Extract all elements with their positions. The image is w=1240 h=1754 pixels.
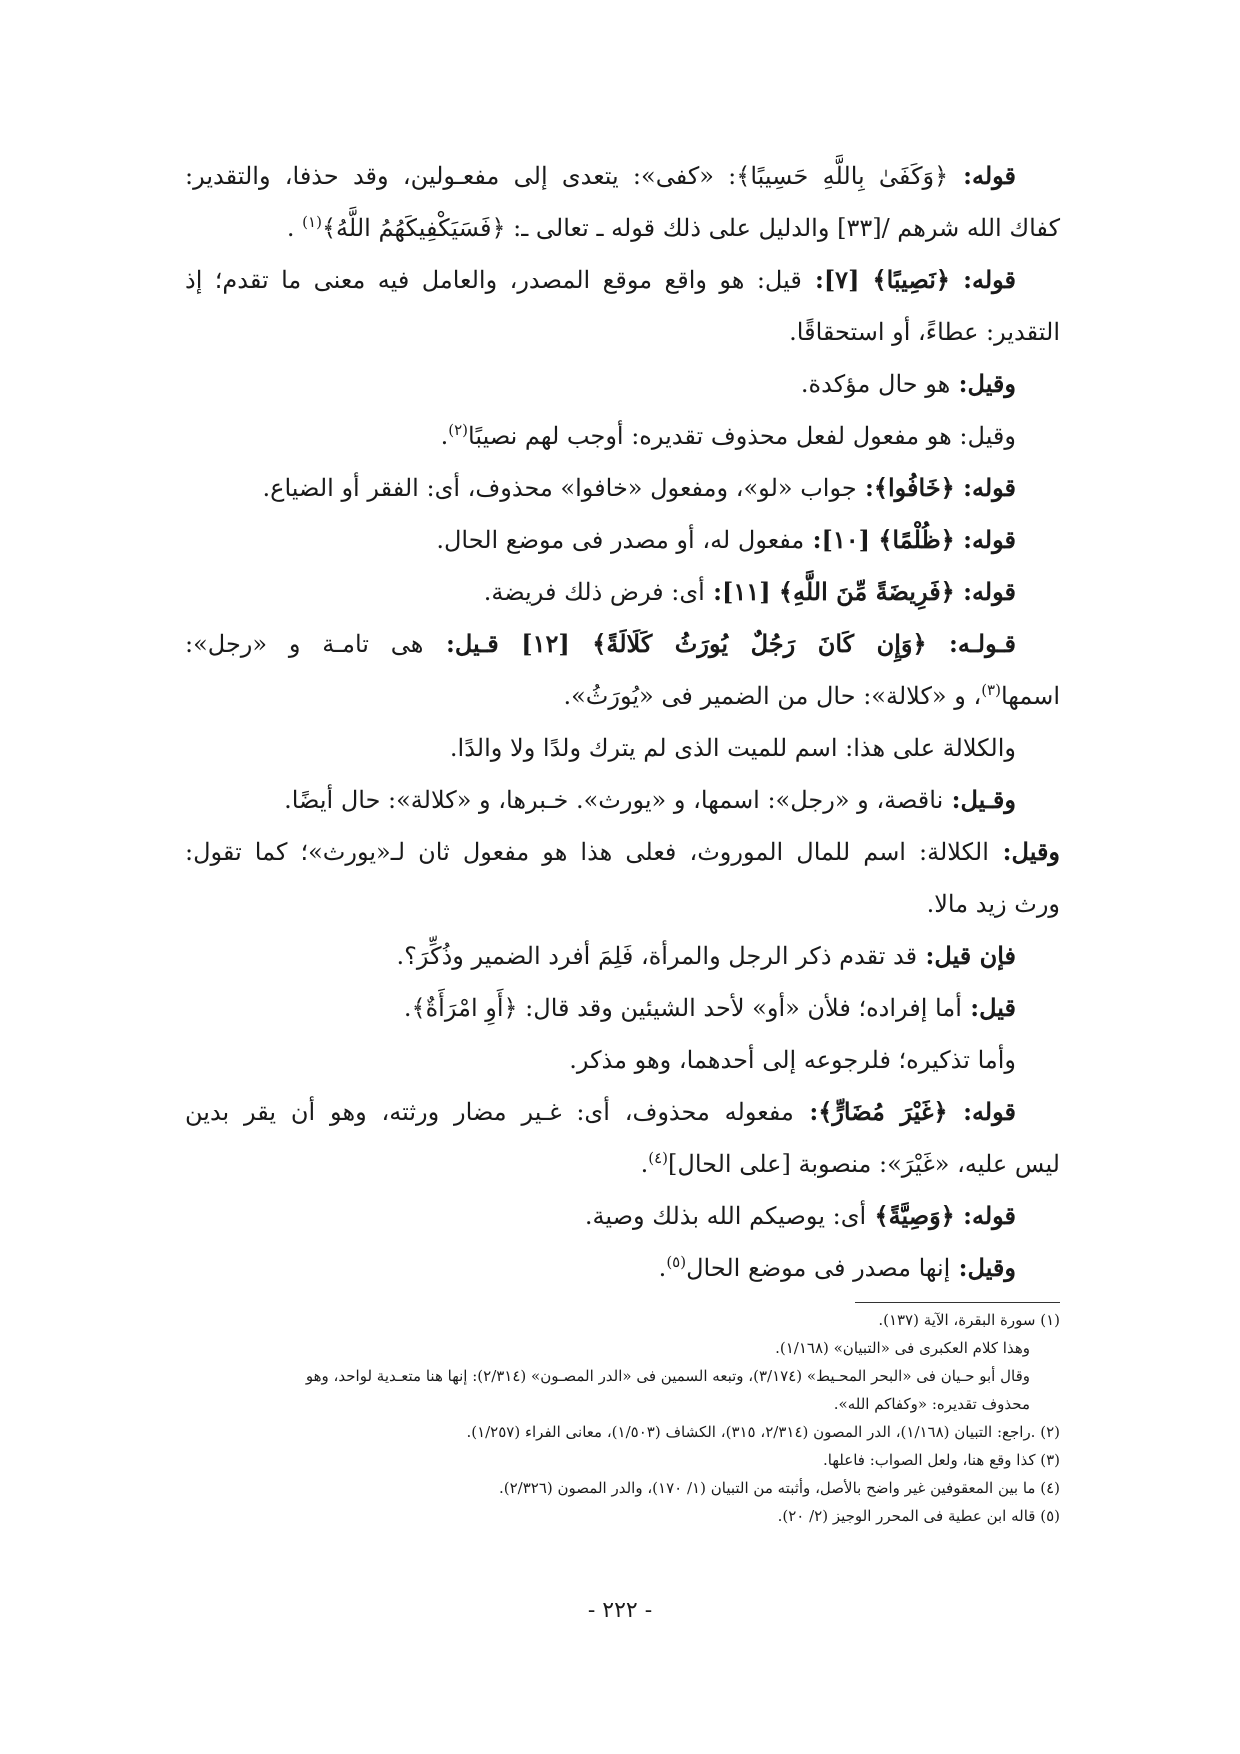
line-text-tail: ، و «كلالة»: حال من الضمير فى «يُورَثُ».: [563, 682, 982, 710]
text-line: [185, 418, 1060, 454]
line-text-tail: .: [440, 422, 449, 450]
text-line: [185, 1042, 1060, 1078]
line-text: مفعوله محذوف، أى: غـير مضار ورثته، وهو أن يقر بدين: [185, 1098, 794, 1126]
line-text: أى: يوصيكم الله بذلك وصية.: [584, 1202, 867, 1230]
text-line: [185, 574, 1060, 610]
line-text: جواب «لو»، ومفعول «خافوا» محذوف، أى: الفقر أو الضياع.: [262, 474, 857, 502]
footnote-marker: (٣): [981, 681, 1001, 699]
line-text: الكلالة: اسم للمال الموروث، فعلى هذا هو مفعول ثان لـ«يورث»؛ كما تقول:: [185, 838, 989, 866]
line-text: ليس عليه، «غَيْرَ»: منصوبة [على الحال]: [668, 1150, 1060, 1178]
text-line: [185, 262, 1060, 298]
text-line: [185, 210, 1060, 246]
line-text: هو حال مؤكدة.: [800, 370, 951, 398]
text-line: [185, 834, 1060, 870]
line-text-tail: .: [640, 1150, 649, 1178]
line-text: اسمها: [1000, 682, 1060, 710]
text-line: [185, 1250, 1060, 1286]
footnote: (٣) كذا وقع هنا، ولعل الصواب: فاعلها.: [823, 1451, 1060, 1469]
line-text-tail: .: [286, 214, 303, 242]
entry-keyword: قيل:: [961, 993, 1016, 1022]
text-line: [185, 314, 1060, 350]
footnote-marker: (٥): [666, 1253, 687, 1271]
line-text: وقيل: هو مفعول لفعل محذوف تقديره: أوجب لهم نصيبًا: [468, 422, 1016, 450]
text-line: [185, 626, 1060, 662]
entry-keyword: قوله:: [948, 161, 1017, 190]
line-text: هى تامـة و «رجل»:: [185, 630, 424, 658]
footnote: (١) سورة البقرة، الآية (١٣٧).: [878, 1311, 1060, 1329]
line-text-tail: .: [658, 1254, 667, 1282]
main-text: [185, 158, 1060, 1286]
text-line: [185, 938, 1060, 974]
entry-keyword: فإن قيل:: [917, 941, 1016, 970]
text-line: [185, 1094, 1060, 1130]
entry-keyword: قوله: ﴿غَيْرَ مُضَارٍّ﴾:: [793, 1097, 1016, 1126]
line-text: والكلالة على هذا: اسم للميت الذى لم يترك ولدًا ولا والدًا.: [449, 734, 1016, 762]
entry-keyword: قـولـه: ﴿وَإِن كَانَ رَجُلٌ يُورَثُ كَلَالَةً﴾ [١٢] قـيل:: [423, 629, 1017, 658]
line-text: التقدير: عطاءً، أو استحقاقًا.: [789, 318, 1060, 346]
line-text: قيل: هو واقع موقع المصدر، والعامل فيه معنى ما تقدم؛ إذ: [185, 266, 802, 294]
line-text: أى: فرض ذلك فريضة.: [483, 578, 705, 606]
page-body: [185, 158, 1060, 1533]
text-line: [185, 366, 1060, 402]
text-line: [185, 158, 1060, 194]
entry-keyword: قوله: ﴿خَافُوا﴾:: [856, 473, 1016, 502]
line-text: ناقصة، و «رجل»: اسمها، و «يورث». خـبرها، و «كلالة»: حال أيضًا.: [284, 786, 944, 814]
entry-keyword: قوله: ﴿ظُلْمًا﴾ [١٠]:: [804, 525, 1016, 554]
footnote-marker: (١): [302, 213, 322, 231]
footnote: وقال أبو حـيان فى «البحر المحـيط» (٣/١٧٤)، وتبعه السمين فى «الدر المصـون» (٢/٣١٤): إنها هنا متعـدية لواحد، وهو: [305, 1367, 1030, 1385]
entry-keyword: وقـيل:: [943, 785, 1016, 814]
footnote-marker: (٢): [448, 421, 469, 439]
text-line: [185, 990, 1060, 1026]
footnotes: [185, 1309, 1060, 1527]
text-line: [185, 730, 1060, 766]
footnote: محذوف تقديره: «وكفاكم الله».: [833, 1395, 1030, 1413]
line-text: مفعول له، أو مصدر فى موضع الحال.: [436, 526, 805, 554]
text-line: [185, 1198, 1060, 1234]
footnote: (٥) قاله ابن عطية فى المحرر الوجيز (٢/ ٢٠).: [777, 1507, 1060, 1525]
text-line: [185, 782, 1060, 818]
footnote: (٤) ما بين المعقوفين غير واضح بالأصل، وأثبته من التبيان (١/ ١٧٠)، والدر المصون (٢/٣٢٦).: [499, 1479, 1060, 1497]
line-text: إنها مصدر فى موضع الحال: [686, 1254, 951, 1282]
entry-keyword: وقيل:: [950, 369, 1016, 398]
text-line: [185, 886, 1060, 922]
footnote: (٢) .راجع: التبيان (١/١٦٨)، الدر المصون (٢/٣١٤، ٣١٥)، الكشاف (١/٥٠٣)، معانى الفراء (١/٢٥٧).: [466, 1423, 1060, 1441]
line-text: ﴿وَكَفَىٰ بِاللَّهِ حَسِيبًا﴾: «كفى»: يتعدى إلى مفعـولين، وقد حذفا، والتقدير:: [185, 162, 949, 190]
entry-keyword: وقيل:: [988, 837, 1061, 866]
line-text: قد تقدم ذكر الرجل والمرأة، فَلِمَ أفرد الضمير وذُكِّرَ؟.: [396, 942, 918, 970]
entry-keyword: قوله: ﴿فَرِيضَةً مِّنَ اللَّهِ﴾ [١١]:: [704, 577, 1016, 606]
entry-keyword: قوله: ﴿وَصِيَّةً﴾: [866, 1201, 1016, 1230]
line-text: كفاك الله شرهم /[٣٣] والدليل على ذلك قوله ـ تعالى ـ: ﴿فَسَيَكْفِيكَهُمُ اللَّهُ﴾: [321, 214, 1060, 242]
text-line: [185, 678, 1060, 714]
entry-keyword: قوله: ﴿نَصِيبًا﴾ [٧]:: [801, 265, 1016, 294]
footnote: وهذا كلام العكبرى فى «التبيان» (١/١٦٨).: [775, 1339, 1030, 1357]
line-text: وأما تذكيره؛ فلرجوعه إلى أحدهما، وهو مذكر.: [569, 1046, 1016, 1074]
line-text: ورث زيد مالا.: [926, 890, 1060, 918]
footnote-marker: (٤): [648, 1149, 669, 1167]
text-line: [185, 470, 1060, 506]
footnote-separator: [855, 1302, 1060, 1303]
text-line: [185, 1146, 1060, 1182]
text-line: [185, 522, 1060, 558]
line-text: أما إفراده؛ فلأن «أو» لأحد الشيئين وقد قال: ﴿أَوِ امْرَأَةٌ﴾.: [403, 994, 962, 1022]
entry-keyword: وقيل:: [950, 1253, 1016, 1282]
page-number: - ٢٢٢ -: [587, 1598, 653, 1623]
